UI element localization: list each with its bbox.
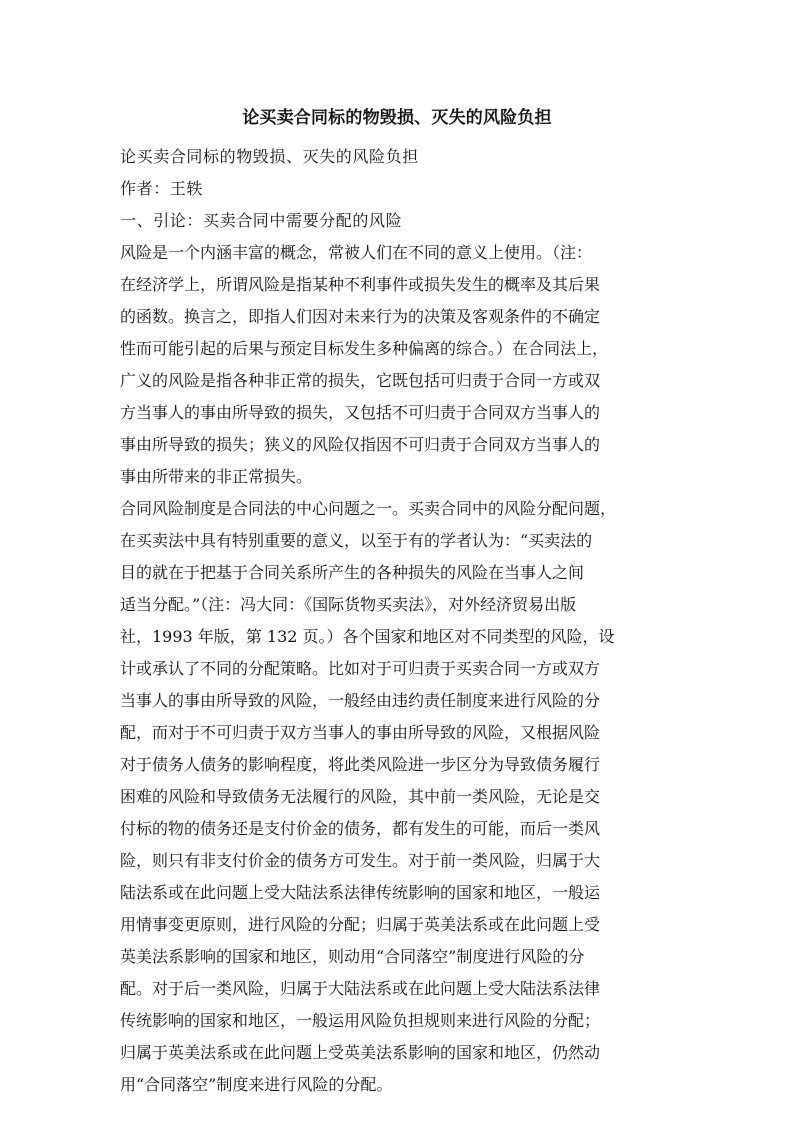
paragraph-line: 用情事变更原则，进行风险的分配；归属于英美法系或在此问题上受 [120, 915, 601, 934]
paragraph-line: 风险是一个内涵丰富的概念，常被人们在不同的意义上使用。（注： [120, 243, 593, 262]
paragraph-line: 归属于英美法系或在此问题上受英美法系影响的国家和地区，仍然动 [120, 1043, 601, 1062]
paragraph-line: 方当事人的事由所导致的损失，又包括不可归责于合同双方当事人的 [120, 403, 601, 422]
document-body [120, 141, 680, 1101]
paragraph-line: 合同风险制度是合同法的中心问题之一。买卖合同中的风险分配问题， [120, 499, 617, 518]
paragraph-line: 计或承认了不同的分配策略。比如对于可归责于买卖合同一方或双方 [120, 659, 601, 678]
paragraph-line: 险，则只有非支付价金的债务方可发生。对于前一类风险，归属于大 [120, 851, 601, 870]
paragraph-line: 配。对于后一类风险，归属于大陆法系或在此问题上受大陆法系法律 [120, 979, 601, 998]
paragraph-line: 性而可能引起的后果与预定目标发生多种偏离的综合。）在合同法上， [120, 339, 609, 358]
paragraph-line: 适当分配。”（注：冯大同：《国际货物买卖法》，对外经济贸易出版 [120, 595, 577, 614]
paragraph-line: 配，而对于不可归责于双方当事人的事由所导致的风险，又根据风险 [120, 723, 601, 742]
paragraph-risk-definition [120, 237, 680, 493]
paragraph-line: 社，1993 年版，第 132 页。）各个国家和地区对不同类型的风险，设 [120, 627, 615, 646]
paragraph-line: 事由所导致的损失；狭义的风险仅指因不可归责于合同双方当事人的 [120, 435, 601, 454]
paragraph-line: 在买卖法中具有特别重要的意义，以至于有的学者认为：“买卖法的 [120, 531, 593, 550]
paragraph-line: 事由所带来的非正常损失。 [120, 467, 313, 486]
paragraph-line: 英美法系影响的国家和地区，则动用“合同落空”制度进行风险的分 [120, 947, 585, 966]
section-heading: 一、引论：买卖合同中需要分配的风险 [120, 211, 403, 230]
paragraph-line: 传统影响的国家和地区，一般运用风险负担规则来进行风险的分配； [120, 1011, 601, 1030]
paragraph-line: 困难的风险和导致债务无法履行的风险，其中前一类风险，无论是交 [120, 787, 601, 806]
paragraph-line: 的函数。换言之，即指人们因对未来行为的决策及客观条件的不确定 [120, 307, 601, 326]
paragraph-line: 对于债务人债务的影响程度，将此类风险进一步区分为导致债务履行 [120, 755, 601, 774]
paragraph-risk-allocation [120, 493, 680, 1101]
paragraph-line: 在经济学上，所谓风险是指某种不利事件或损失发生的概率及其后果 [120, 275, 601, 294]
paragraph-line: 用“合同落空”制度来进行风险的分配。 [120, 1075, 393, 1094]
paragraph-line: 广义的风险是指各种非正常的损失，它既包括可归责于合同一方或双 [120, 371, 601, 390]
paragraph-line: 目的就在于把基于合同关系所产生的各种损失的风险在当事人之间 [120, 563, 585, 582]
author-line: 作者：王轶 [120, 179, 204, 198]
paragraph-line: 付标的物的债务还是支付价金的债务，都有发生的可能，而后一类风 [120, 819, 601, 838]
document-title: 论买卖合同标的物毁损、灭失的风险负担 [242, 108, 552, 128]
document-subtitle: 论买卖合同标的物毁损、灭失的风险负担 [120, 147, 419, 166]
paragraph-line: 当事人的事由所导致的风险，一般经由违约责任制度来进行风险的分 [120, 691, 601, 710]
paragraph-line: 陆法系或在此问题上受大陆法系法律传统影响的国家和地区，一般运 [120, 883, 601, 902]
